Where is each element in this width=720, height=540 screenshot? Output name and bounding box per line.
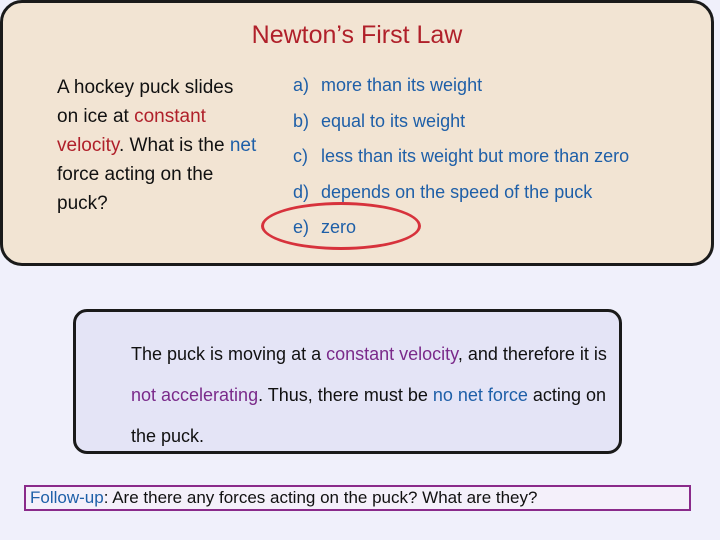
explanation-part-4: acting on the puck. bbox=[131, 385, 606, 446]
slide-title: Newton’s First Law bbox=[251, 21, 463, 49]
option-text: less than its weight but more than zero bbox=[321, 146, 630, 166]
option-a[interactable] bbox=[293, 73, 629, 109]
question-highlight-constant-velocity: constant velocity bbox=[57, 106, 206, 156]
followup-text: : Are there any forces acting on the puck? What are they? bbox=[103, 488, 538, 507]
option-c[interactable] bbox=[293, 144, 629, 180]
question-text bbox=[57, 73, 257, 218]
option-b[interactable] bbox=[293, 109, 629, 145]
question-part-3: force acting on the puck? bbox=[57, 164, 214, 214]
option-text: zero bbox=[321, 217, 357, 237]
explanation-part-2: , and therefore it is bbox=[457, 344, 607, 364]
option-letter: c) bbox=[293, 146, 308, 166]
explanation-highlight-constant-velocity: constant velocity bbox=[326, 344, 458, 364]
question-part-1: A hockey puck slides on ice at bbox=[57, 77, 234, 127]
question-highlight-net: net bbox=[229, 135, 257, 156]
option-text: depends on the speed of the puck bbox=[321, 181, 593, 202]
option-letter: d) bbox=[293, 181, 310, 202]
question-part-2: . What is the bbox=[118, 135, 230, 156]
explanation-highlight-not-accelerating: not accelerating bbox=[131, 385, 259, 405]
explanation-highlight-no-net-force: no net force bbox=[432, 385, 528, 405]
explanation-card bbox=[73, 309, 622, 454]
question-card bbox=[0, 0, 714, 266]
option-letter: a) bbox=[293, 75, 310, 95]
option-letter: b) bbox=[293, 110, 310, 131]
followup-box bbox=[24, 485, 691, 511]
option-letter: e) bbox=[293, 217, 310, 237]
option-text: more than its weight bbox=[321, 75, 483, 95]
explanation-part-1: The puck is moving at a bbox=[131, 344, 327, 364]
explanation-text bbox=[131, 334, 611, 457]
correct-answer-ring bbox=[261, 202, 421, 250]
option-text: equal to its weight bbox=[321, 110, 466, 131]
followup-label: Follow-up bbox=[30, 488, 104, 507]
explanation-part-3: . Thus, there must be bbox=[258, 385, 433, 405]
